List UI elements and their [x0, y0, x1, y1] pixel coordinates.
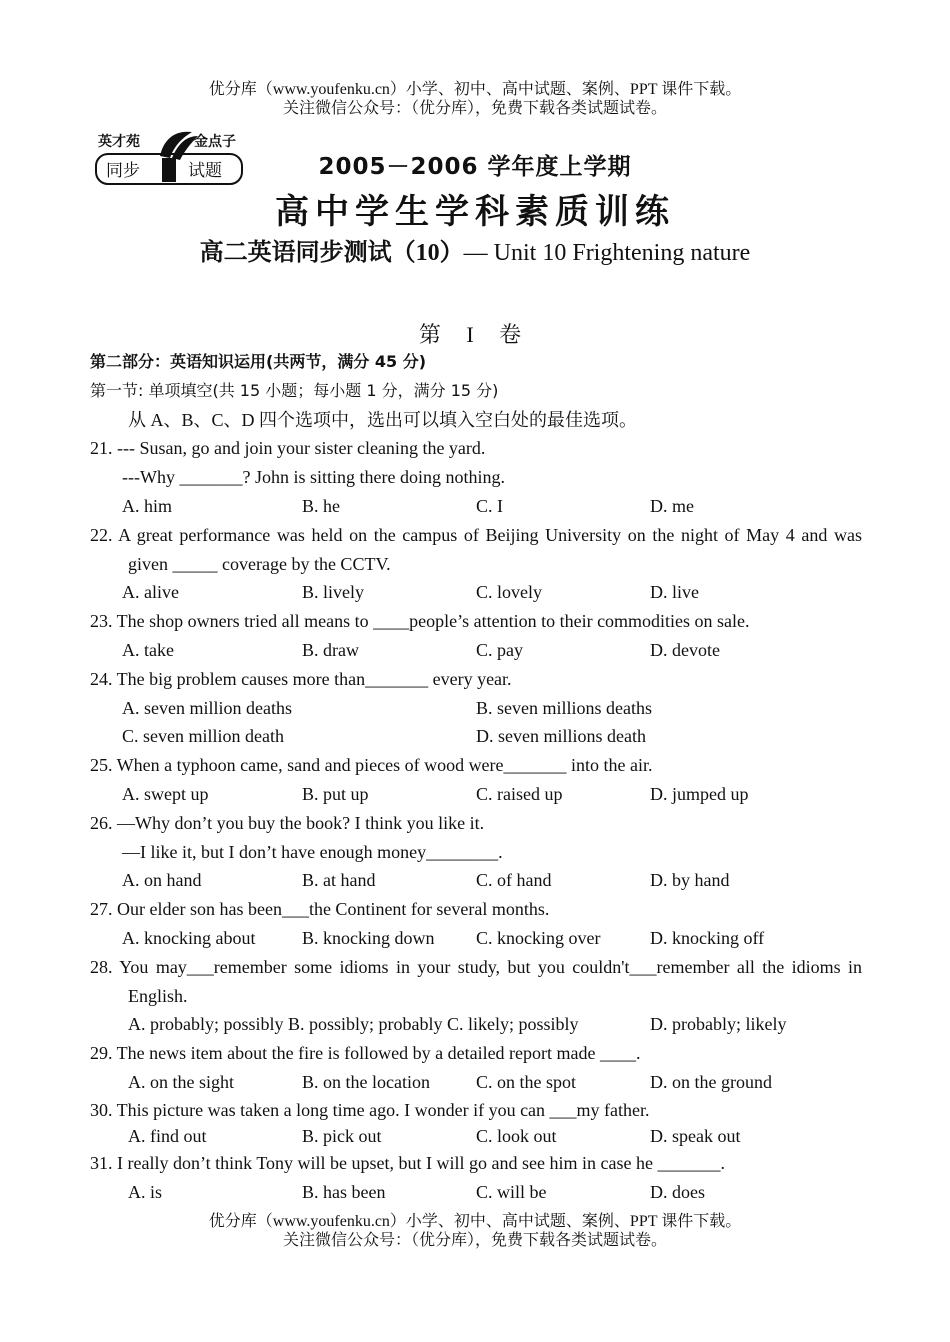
q30-options [90, 1123, 862, 1149]
q23-options [90, 636, 862, 665]
q24-options-row-2 [90, 722, 862, 751]
q21-stem: 21. --- Susan, go and join your sister cleaning the yard. [90, 438, 486, 459]
q22-option-b: B. lively [302, 582, 364, 603]
q21-option-a: A. him [122, 495, 173, 516]
q23-option-a: A. take [122, 639, 174, 660]
q22-option-c: C. lovely [476, 582, 542, 603]
q27-stem: 27. Our elder son has been___the Continent for several months. [90, 899, 550, 920]
page-footer [0, 1212, 950, 1250]
q24-option-b: B. seven millions deaths [476, 697, 652, 718]
q28-options-abc: A. probably; possibly B. possibly; probably C. likely; possibly [128, 1014, 579, 1035]
logo-text-bottom-left: 同步 [106, 161, 140, 181]
q21-option-c: C. I [476, 495, 503, 516]
q25-option-c: C. raised up [476, 783, 563, 804]
q25-option-b: B. put up [302, 783, 369, 804]
q26-stem-2: —I like it, but I don’t have enough money________. [122, 841, 503, 862]
q25-option-a: A. swept up [122, 783, 209, 804]
question-content [90, 348, 862, 1206]
subtitle-english: — Unit 10 Frightening nature [463, 240, 751, 266]
q21-options [90, 492, 862, 521]
q26-options [90, 866, 862, 895]
q31-option-c: C. will be [476, 1181, 547, 1202]
q21-stem-2: ---Why _______? John is sitting there doing nothing. [122, 467, 505, 488]
logo-text-top-left: 英才苑 [98, 134, 140, 150]
test-subtitle [0, 232, 950, 267]
q28-options [90, 1010, 862, 1039]
q23-stem: 23. The shop owners tried all means to ____people’s attention to their commodities on sale. [90, 611, 750, 632]
q21-option-d: D. me [650, 495, 694, 516]
q27-option-d: D. knocking off [650, 927, 765, 948]
q26-option-d: D. by hand [650, 870, 730, 891]
page-header [0, 80, 950, 118]
q25-options [90, 780, 862, 809]
q27-option-b: B. knocking down [302, 927, 435, 948]
q30-option-c: C. look out [476, 1125, 557, 1146]
q25-stem: 25. When a typhoon came, sand and pieces of wood were_______ into the air. [90, 755, 653, 776]
q23-option-d: D. devote [650, 639, 720, 660]
q30-option-a: A. find out [128, 1125, 207, 1146]
instruction: 从 A、B、C、D 四个选项中，选出可以填入空白处的最佳选项。 [128, 409, 638, 430]
header-line-2: 关注微信公众号：（优分库），免费下载各类试题试卷。 [282, 100, 667, 117]
q26-stem: 26. —Why don’t you buy the book? I think you like it. [90, 812, 485, 833]
header-line-1: 优分库（www.youfenku.cn）小学、初中、高中试题、案例、PPT 课件下载。 [208, 81, 742, 98]
q29-option-b: B. on the location [302, 1071, 430, 1092]
volume-heading: 第 I 卷 [418, 322, 532, 347]
q27-option-a: A. knocking about [122, 927, 256, 948]
part-heading: 第二部分：英语知识运用(共两节，满分 45 分) [90, 352, 427, 371]
q30-option-d: D. speak out [650, 1125, 741, 1146]
q30-option-b: B. pick out [302, 1125, 382, 1146]
q24-option-a: A. seven million deaths [122, 697, 292, 718]
q23-option-c: C. pay [476, 639, 523, 660]
q31-option-b: B. has been [302, 1181, 386, 1202]
section-heading: 第一节: 单项填空(共 15 小题；每小题 1 分，满分 15 分) [90, 380, 499, 400]
q22-option-a: A. alive [122, 582, 179, 603]
q29-option-a: A. on the sight [128, 1071, 234, 1092]
q29-options [90, 1068, 862, 1097]
q26-option-b: B. at hand [302, 870, 376, 891]
q24-stem: 24. The big problem causes more than_______ every year. [90, 668, 512, 689]
q29-stem: 29. The news item about the fire is followed by a detailed report made ____. [90, 1043, 641, 1064]
q28-option-d: D. probably; likely [650, 1014, 787, 1035]
school-year-title: 2005－2006 学年度上学期 [318, 154, 632, 180]
subtitle-chinese: 高二英语同步测试（10） [199, 240, 464, 266]
q31-option-d: D. does [650, 1181, 705, 1202]
q27-option-c: C. knocking over [476, 927, 601, 948]
q28-stem: 28. You may___remember some idioms in your study, but you couldn't___remember all the idioms in English. [90, 956, 862, 1006]
q29-option-c: C. on the spot [476, 1071, 577, 1092]
q25-option-d: D. jumped up [650, 783, 749, 804]
footer-line-1: 优分库（www.youfenku.cn）小学、初中、高中试题、案例、PPT 课件下载。 [208, 1213, 742, 1230]
q26-option-c: C. of hand [476, 870, 552, 891]
q27-options [90, 924, 862, 953]
q24-options-row-1 [90, 694, 862, 723]
q30-stem: 30. This picture was taken a long time ago. I wonder if you can ___my father. [90, 1099, 650, 1120]
q22-option-d: D. live [650, 582, 699, 603]
footer-line-2: 关注微信公众号：（优分库），免费下载各类试题试卷。 [282, 1232, 667, 1249]
q24-option-c: C. seven million death [122, 726, 284, 747]
logo-text-bottom-right: 试题 [188, 161, 222, 181]
q31-stem: 31. I really don’t think Tony will be upset, but I will go and see him in case he _______. [90, 1152, 725, 1173]
logo-text-top-right: 金点子 [194, 134, 236, 150]
q29-option-d: D. on the ground [650, 1071, 772, 1092]
q21-option-b: B. he [302, 495, 340, 516]
q26-option-a: A. on hand [122, 870, 202, 891]
q24-option-d: D. seven millions death [476, 726, 646, 747]
q31-options [90, 1178, 862, 1207]
q22-stem: 22. A great performance was held on the campus of Beijing University on the night of May 4 and was given _____ coverage by the CCTV. [90, 524, 862, 574]
main-title: 高中学生学科素质训练 [275, 192, 675, 232]
q31-option-a: A. is [128, 1181, 163, 1202]
q22-options [90, 578, 862, 607]
q23-option-b: B. draw [302, 639, 359, 660]
